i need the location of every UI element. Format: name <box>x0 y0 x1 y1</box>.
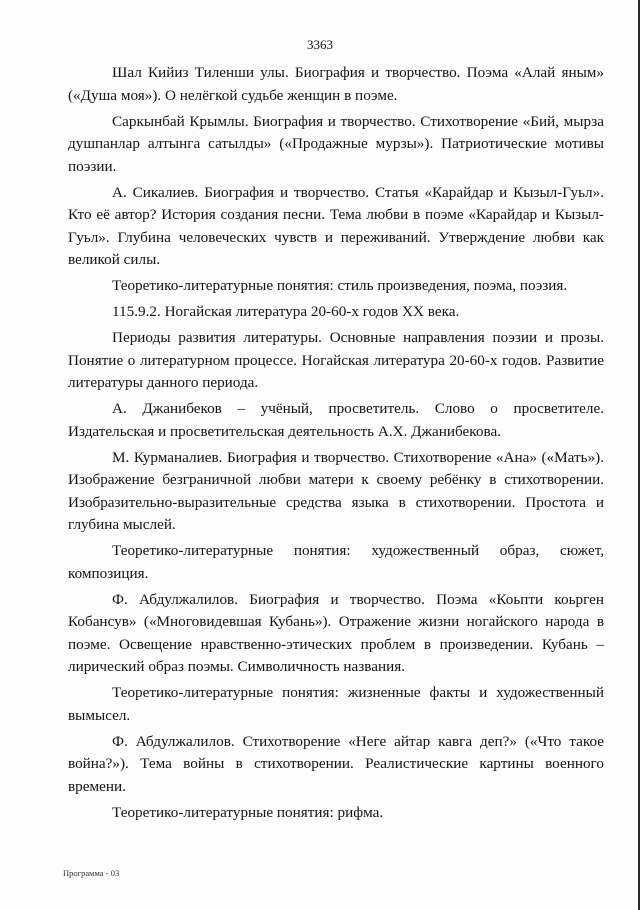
page-content <box>68 62 604 828</box>
paragraph-periods: Периоды развития литературы. Основные направления поэзии и прозы. Понятие о литературном процессе. Ногайская литература 20-60-х годов. Развитие литературы данного периода. <box>68 329 604 391</box>
section-heading-115-9-2: 115.9.2. Ногайская литература 20-60-х годов XX века. <box>112 303 460 320</box>
paragraph-kurmanaliev: М. Курманалиев. Биография и творчество. Стихотворение «Ана» («Мать»). Изображение безграничной любви матери к своему ребёнку в стихотворении. Изобразительно-выразительные средства языка в стихотворении. Простота и глубина мыслей. <box>68 448 604 533</box>
paragraph-sarkynbay: Саркынбай Крымлы. Биография и творчество. Стихотворение «Бий, мырза душпанлар алтынга сатылды» («Продажные мурзы»). Патриотические мотивы поэзии. <box>68 112 604 175</box>
paragraph-abdulzhalilov-poem: Ф. Абдулжалилов. Биография и творчество. Поэма «Коьпти коьрген Кобансув» («Многовидевшая Кубань»). Отражение жизни ногайского народа в поэме. Освещение нравственно-этических проблем в произведении. Кубань – лирический образ поэмы. Символичность названия. <box>68 590 604 675</box>
paragraph-theory-image: Теоретико-литературные понятия: художественный образ, сюжет, композиция. <box>68 542 604 582</box>
paragraph-theory-style: Теоретико-литературные понятия: стиль произведения, поэма, поэзия. <box>112 277 568 294</box>
paragraph-kiyiz: Шал Кийиз Тиленши улы. Биография и творчество. Поэма «Алай яным» («Душа моя»). О нелёгкой судьбе женщин в поэме. <box>68 64 604 104</box>
paragraph-dzhanibekov: А. Джанибеков – учёный, просветитель. Слово о просветителе. Издательская и просветительская деятельность А.Х. Джанибекова. <box>68 400 604 440</box>
paragraph-theory-rhyme: Теоретико-литературные понятия: рифма. <box>112 803 384 821</box>
page-footer: Программа - 03 <box>63 868 120 878</box>
paragraph-sikaliev: А. Сикалиев. Биография и творчество. Статья «Карайдар и Кызыл-Гуьл». Кто её автор? История создания песни. Тема любви в поэме «Карайдар и Кызыл-Гуьл». Глубина человеческих чувств и переживаний. Утверждение любви как великой силы. <box>68 183 604 268</box>
paragraph-theory-facts: Теоретико-литературные понятия: жизненные факты и художественный вымысел. <box>68 684 604 724</box>
page-number: 3363 <box>307 37 333 52</box>
paragraph-abdulzhalilov-war: Ф. Абдулжалилов. Стихотворение «Неге айтар кавга деп?» («Что такое война?»). Тема войны в стихотворении. Реалистические картины военного времени. <box>68 732 604 795</box>
